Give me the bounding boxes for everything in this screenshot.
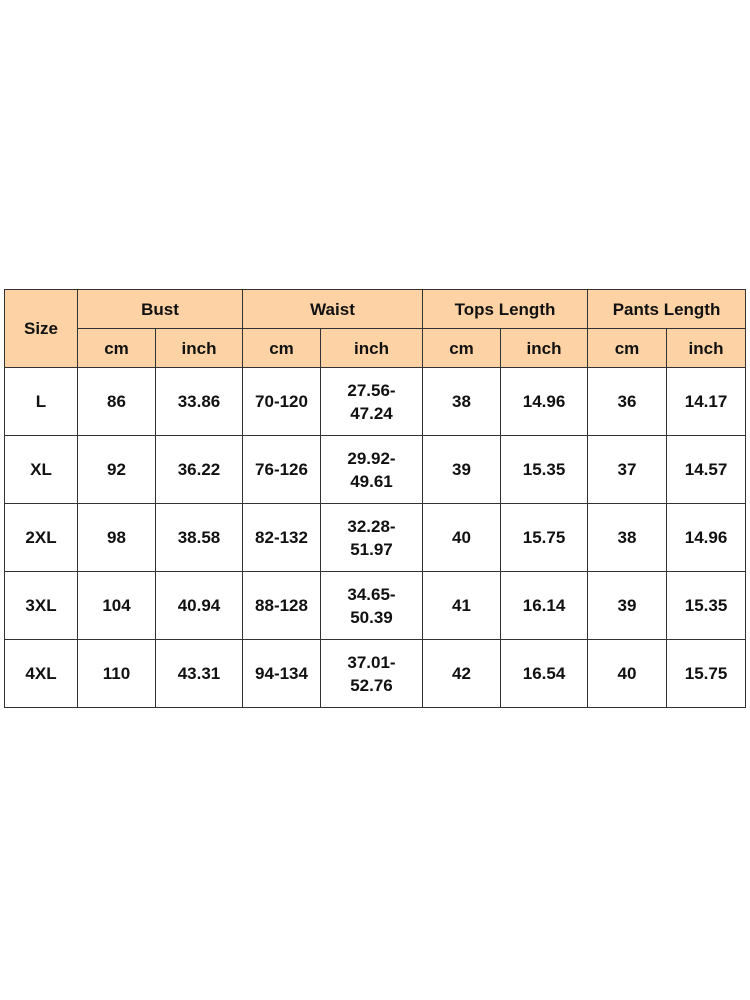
waist-cm-cell: 76-126 (243, 436, 321, 504)
table-row (5, 640, 746, 708)
waist-inch-cell (321, 640, 423, 708)
tops-inch-cell: 15.35 (501, 436, 588, 504)
waist-inch-line-2: 51.97 (350, 539, 393, 559)
waist-inch-cell (321, 504, 423, 572)
table-row (5, 504, 746, 572)
pants-length-header: Pants Length (588, 290, 746, 329)
tops-cm-cell: 40 (423, 504, 501, 572)
waist-inch-line-1: 29.92- (347, 448, 396, 468)
bust-header: Bust (78, 290, 243, 329)
waist-cm-cell: 88-128 (243, 572, 321, 640)
waist-inch-line-2: 52.76 (350, 675, 393, 695)
waist-inch-line-2: 50.39 (350, 607, 393, 627)
table-row (5, 572, 746, 640)
waist-cm-cell: 94-134 (243, 640, 321, 708)
waist-inch-line-1: 37.01- (347, 652, 396, 672)
table-header (5, 290, 746, 368)
tops-inch-cell: 16.54 (501, 640, 588, 708)
bust-inch-cell: 36.22 (156, 436, 243, 504)
bust-cm-cell: 104 (78, 572, 156, 640)
tops-cm-cell: 42 (423, 640, 501, 708)
tops-inch-cell: 15.75 (501, 504, 588, 572)
tops-cm-cell: 39 (423, 436, 501, 504)
tops-cm-header: cm (423, 329, 501, 368)
waist-inch-line-1: 27.56- (347, 380, 396, 400)
bust-cm-cell: 86 (78, 368, 156, 436)
tops-cm-cell: 41 (423, 572, 501, 640)
bust-cm-header: cm (78, 329, 156, 368)
header-group-row (5, 290, 746, 329)
pants-inch-header: inch (667, 329, 746, 368)
pants-cm-header: cm (588, 329, 667, 368)
size-cell: XL (5, 436, 78, 504)
waist-header: Waist (243, 290, 423, 329)
waist-inch-cell (321, 368, 423, 436)
table-body (5, 368, 746, 708)
tops-cm-cell: 38 (423, 368, 501, 436)
tops-length-header: Tops Length (423, 290, 588, 329)
waist-cm-cell: 70-120 (243, 368, 321, 436)
waist-inch-header: inch (321, 329, 423, 368)
bust-cm-cell: 110 (78, 640, 156, 708)
tops-inch-cell: 14.96 (501, 368, 588, 436)
bust-inch-cell: 40.94 (156, 572, 243, 640)
size-cell: L (5, 368, 78, 436)
size-cell: 2XL (5, 504, 78, 572)
pants-inch-cell: 15.75 (667, 640, 746, 708)
waist-cm-cell: 82-132 (243, 504, 321, 572)
size-cell: 3XL (5, 572, 78, 640)
pants-cm-cell: 39 (588, 572, 667, 640)
bust-inch-header: inch (156, 329, 243, 368)
waist-inch-cell (321, 572, 423, 640)
bust-inch-cell: 38.58 (156, 504, 243, 572)
header-unit-row (5, 329, 746, 368)
pants-inch-cell: 14.57 (667, 436, 746, 504)
pants-cm-cell: 38 (588, 504, 667, 572)
size-cell: 4XL (5, 640, 78, 708)
waist-inch-line-2: 49.61 (350, 471, 393, 491)
size-column-header: Size (5, 290, 78, 368)
waist-inch-line-1: 32.28- (347, 516, 396, 536)
bust-inch-cell: 33.86 (156, 368, 243, 436)
pants-cm-cell: 40 (588, 640, 667, 708)
tops-inch-cell: 16.14 (501, 572, 588, 640)
bust-cm-cell: 98 (78, 504, 156, 572)
pants-inch-cell: 14.17 (667, 368, 746, 436)
waist-cm-header: cm (243, 329, 321, 368)
pants-cm-cell: 37 (588, 436, 667, 504)
size-chart-table (4, 289, 746, 708)
table-row (5, 436, 746, 504)
waist-inch-line-1: 34.65- (347, 584, 396, 604)
waist-inch-line-2: 47.24 (350, 403, 393, 423)
waist-inch-cell (321, 436, 423, 504)
tops-inch-header: inch (501, 329, 588, 368)
pants-cm-cell: 36 (588, 368, 667, 436)
bust-cm-cell: 92 (78, 436, 156, 504)
pants-inch-cell: 15.35 (667, 572, 746, 640)
pants-inch-cell: 14.96 (667, 504, 746, 572)
table-row (5, 368, 746, 436)
bust-inch-cell: 43.31 (156, 640, 243, 708)
